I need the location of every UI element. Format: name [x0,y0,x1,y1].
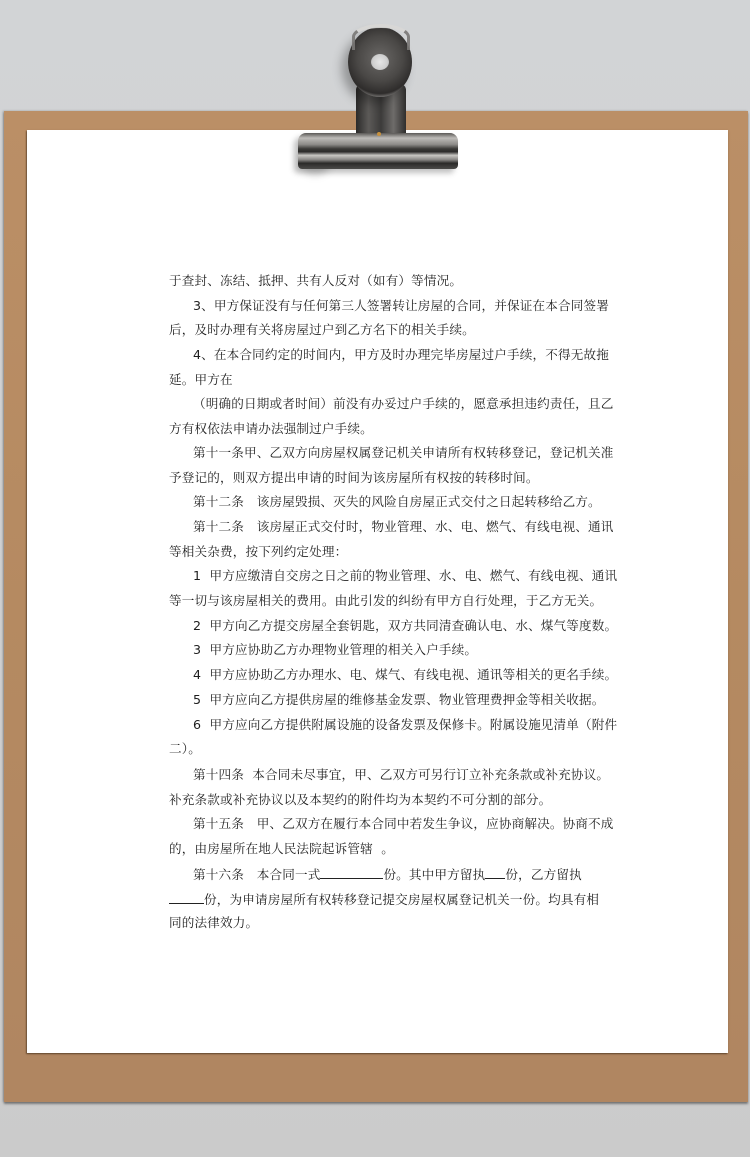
document-line: 2 甲方向乙方提交房屋全套钥匙，双方共同清查确认电、水、煤气等度数。 [193,618,618,633]
document-line: 二）。 [169,741,201,756]
clip-ring [348,27,412,97]
document-line: 等相关杂费，按下列约定处理： [169,544,348,559]
party-a-copies-blank [485,863,505,879]
clause-16-text: 第十六条 本合同一式 [193,867,321,882]
clause-16-line-3: 同的法律效力。 [169,915,259,930]
document-line: （明确的日期或者时间）前没有办妥过户手续的，愿意承担违约责任，且乙 [193,396,614,411]
document-line: 延。甲方在 [169,372,233,387]
clause-16-text: 份。其中甲方留执 [383,867,486,882]
document-line: 予登记的，则双方提出申请的时间为该房屋所有权按的转移时间。 [169,470,539,485]
clip-ring-highlight [352,24,410,50]
party-b-copies-blank [169,888,204,904]
document-line: 第十二条 该房屋毁损、灭失的风险自房屋正式交付之日起转移给乙方。 [193,494,601,509]
clause-16-text: 份，为申请房屋所有权转移登记提交房屋权属登记机关一份。均具有相 [204,892,600,907]
document-line: 第十二条 该房屋正式交付时，物业管理、水、电、燃气、有线电视、通讯 [193,519,614,534]
document-line: 5 甲方应向乙方提供房屋的维修基金发票、物业管理费押金等相关收据。 [193,692,605,707]
document-line: 等一切与该房屋相关的费用。由此引发的纠纷有甲方自行处理，于乙方无关。 [169,593,603,608]
document-line: 3、甲方保证没有与任何第三人签署转让房屋的合同，并保证在本合同签署 [193,298,609,313]
clip-ring-hole [371,54,389,70]
document-line: 4 甲方应协助乙方办理水、电、煤气、有线电视、通讯等相关的更名手续。 [193,667,618,682]
clause-16-line-1 [193,863,582,883]
document-line: 第十五条 甲、乙双方在履行本合同中若发生争议，应协商解决。协商不成 [193,816,614,831]
document-line: 6 甲方应向乙方提供附属设施的设备发票及保修卡。附属设施见清单（附件 [193,717,618,732]
document-line: 第十四条 本合同未尽事宜，甲、乙双方可另行订立补充条款或补充协议。 [193,767,610,782]
document-line: 方有权依法申请办法强制过户手续。 [169,421,373,436]
document-line: 4、在本合同约定的时间内，甲方及时办理完毕房屋过户手续，不得无故拖 [193,347,609,362]
document-line: 第十一条甲、乙双方向房屋权属登记机关申请所有权转移登记，登记机关准 [193,445,614,460]
document-line: 3 甲方应协助乙方办理物业管理的相关入户手续。 [193,642,478,657]
clause-16-line-2 [169,888,599,908]
document-line: 的，由房屋所在地人民法院起诉管辖 。 [169,841,394,856]
document-line: 后，及时办理有关将房屋过户到乙方名下的相关手续。 [169,322,475,337]
document-line: 补充条款或补充协议以及本契约的附件均为本契约不可分割的部分。 [169,792,552,807]
total-copies-blank [320,863,383,879]
document-line: 于查封、冻结、抵押、共有人反对（如有）等情况。 [169,273,463,288]
clause-16-text: 份，乙方留执 [505,867,582,882]
document-line: 1 甲方应缴清自交房之日之前的物业管理、水、电、燃气、有线电视、通讯 [193,568,618,583]
